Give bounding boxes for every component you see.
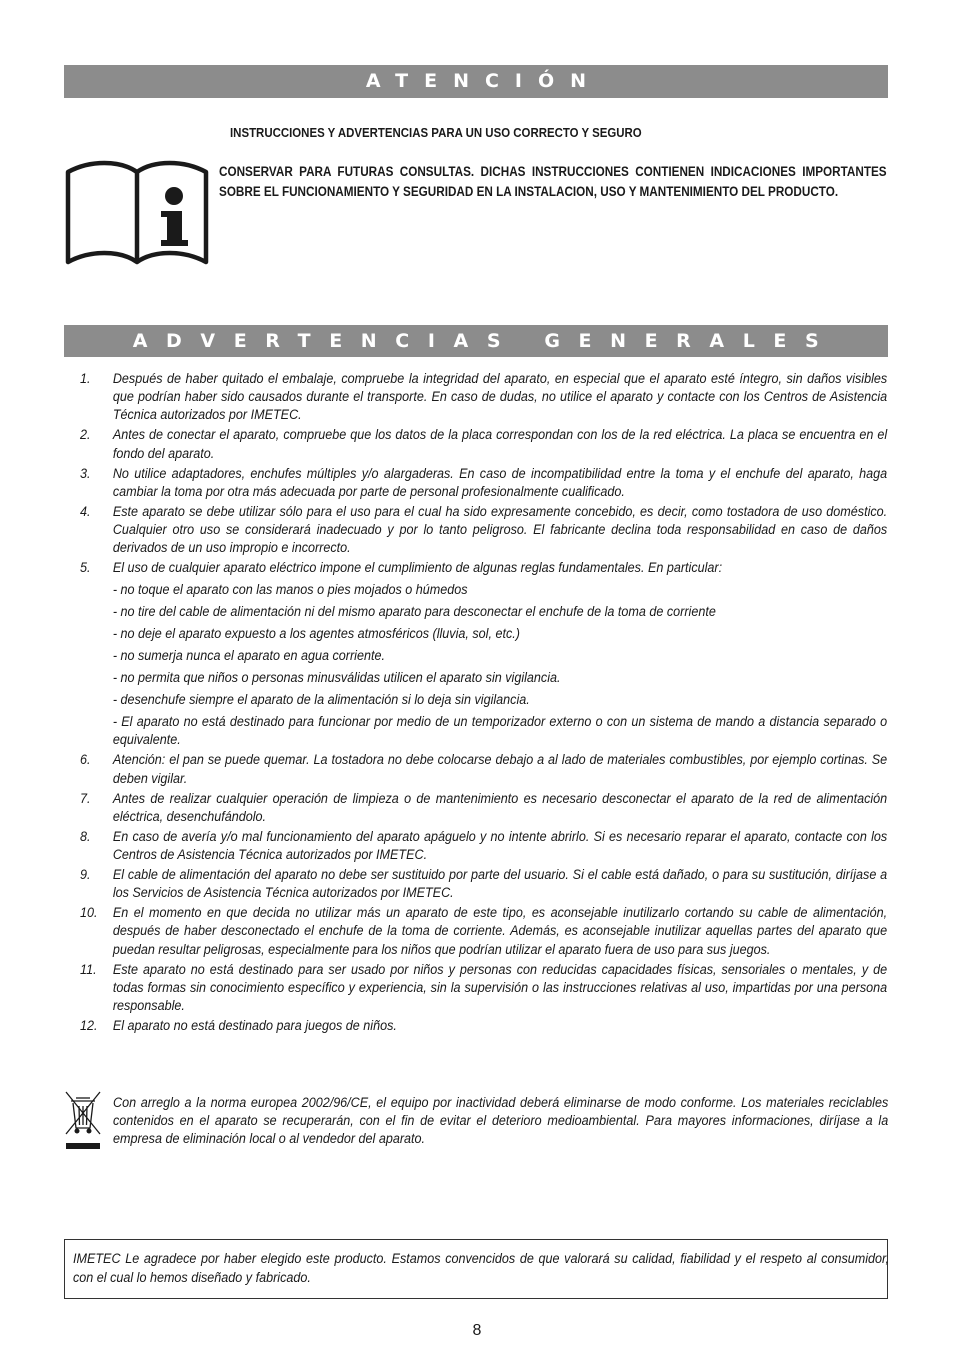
item-text: En el momento en que decida no utilizar más un aparato de este tipo, es aconsejable inutilizarlo cortando su cable de alimentación, después de haber desconectado el enchufe de la toma de corriente. Además, es aconsejable inutilizar aquellas partes del aparato que puedan resultar peligrosas, especialmente para los niños que podrían utilizar el aparato fuera de uso para sus juegos. xyxy=(112,905,888,958)
sub-item: - desenchufe siempre el aparato de la alimentación si lo deja sin vigilancia. xyxy=(112,692,530,709)
item-text: El aparato no está destinado para juegos de niños. xyxy=(112,1018,397,1035)
item-number: 5. xyxy=(80,560,91,577)
thanks-text: IMETEC Le agradece por haber elegido este producto. Estamos convencidos de que valorará su calidad, fiabilidad y el respeto al consumidor, con el cual lo hemos diseñado y fabricado. xyxy=(73,1251,890,1286)
page-number: 8 xyxy=(472,1322,482,1339)
sub-item: - no sumerja nunca el aparato en agua corriente. xyxy=(112,648,385,665)
conservar-notice: CONSERVAR PARA FUTURAS CONSULTAS. DICHAS INSTRUCCIONES CONTIENEN INDICACIONES IMPORTANTES SOBRE EL FUNCIONAMIENTO Y SEGURIDAD EN LA INSTALACION, USO Y MANTENIMIENTO DEL PRODUCTO. xyxy=(219,164,887,199)
item-text: Antes de realizar cualquier operación de limpieza o de mantenimiento es necesario desconectar el aparato de la red de alimentación eléctrica, desenchufándolo. xyxy=(112,790,888,825)
list-item xyxy=(80,866,887,902)
item-text: En caso de avería y/o mal funcionamiento del aparato apáguelo y no intente abrirlo. Si es necesario reparar el aparato, contacte con los Centros de Asistencia Técnica autorizados por IMETEC. xyxy=(112,828,888,864)
list-item xyxy=(80,559,887,749)
item-text: El cable de alimentación del aparato no debe ser sustituido por parte del usuario. Si el cable está dañado, o para su sustitución, diríjase a los Servicios de Asistencia Técnica autorizados por IMETEC. xyxy=(112,867,888,902)
item-number: 3. xyxy=(80,465,91,482)
instructions-subtitle: INSTRUCCIONES Y ADVERTENCIAS PARA UN USO CORRECTO Y SEGURO xyxy=(230,125,642,140)
list-item xyxy=(80,904,887,959)
warnings-list xyxy=(80,370,887,1037)
item-number: 2. xyxy=(80,427,91,444)
sub-item: - no tire del cable de alimentación ni del mismo aparato para desconectar el enchufe de la toma de corriente xyxy=(112,604,716,621)
item-number: 1. xyxy=(80,371,91,387)
list-item xyxy=(80,751,887,787)
sub-item: - no permita que niños o personas minusválidas utilicen el aparato sin vigilancia. xyxy=(112,670,561,687)
list-item xyxy=(80,465,887,501)
atencion-header: ATENCIÓN xyxy=(64,65,888,98)
item-number: 7. xyxy=(80,790,91,807)
list-item xyxy=(80,828,887,864)
crossed-bin-icon xyxy=(64,1090,102,1152)
item-text: Este aparato no está destinado para ser usado por niños y personas con reducidas capacidades físicas, sensoriales o mentales, y de todas formas sin conocimiento específico y experiencia, sin la supervisión o las instrucciones relativas al uso, impartidas por una persona responsable. xyxy=(112,961,888,1015)
item-text: Este aparato se debe utilizar sólo para el uso para el cual ha sido expresamente concebido, es decir, como tostadora de uso doméstico. Cualquier otro uso se considerará inadecuado y por lo tanto peligroso. El fabricante declina toda responsabilidad en caso de daños derivados de un uso impropio e incorrecto. xyxy=(112,503,888,557)
info-manual-icon xyxy=(65,160,210,270)
thanks-box xyxy=(64,1239,888,1299)
item-number: 10. xyxy=(80,905,98,922)
list-item xyxy=(80,426,887,462)
item-number: 4. xyxy=(80,503,91,520)
item-number: 6. xyxy=(80,752,91,769)
advertencias-header: ADVERTENCIAS GENERALES xyxy=(64,325,888,357)
weee-disposal-notice: Con arreglo a la norma europea 2002/96/CE, el equipo por inactividad deberá eliminarse de modo conforme. Los materiales reciclables contenidos en el aparato se recuperarán, con el fin de evitar el deterioro medioambiental. Para mayores informaciones, diríjase a la empresa de eliminación local o al vendedor del aparato. xyxy=(113,1095,889,1148)
list-item xyxy=(80,1017,887,1035)
list-item xyxy=(80,370,887,425)
sub-item: - El aparato no está destinado para funcionar por medio de un temporizador externo o con un sistema de mando a distancia separado o equivalente. xyxy=(112,714,888,749)
item-number: 12. xyxy=(80,1018,98,1035)
list-item xyxy=(80,961,887,1016)
list-item xyxy=(80,503,887,558)
list-item xyxy=(80,790,887,826)
item-number: 8. xyxy=(80,828,91,845)
item-text: Después de haber quitado el embalaje, compruebe la integridad del aparato, en especial que el aparato esté íntegro, sin daños visibles que podrían haber sido causados durante el transporte. En caso de dudas, no utilice el aparato y contacte con los Centros de Asistencia Técnica autorizados por IMETEC. xyxy=(112,371,888,424)
sub-item: - no deje el aparato expuesto a los agentes atmosféricos (lluvia, sol, etc.) xyxy=(112,626,520,643)
item-number: 11. xyxy=(80,961,97,978)
item-text: Antes de conectar el aparato, compruebe que los datos de la placa correspondan con los de la red eléctrica. La placa se encuentra en el fondo del aparato. xyxy=(112,427,888,462)
sub-item: - no toque el aparato con las manos o pies mojados o húmedos xyxy=(112,582,468,599)
item-text: No utilice adaptadores, enchufes múltiples y/o alargaderas. En caso de incompatibilidad entre la toma y el enchufe del aparato, haga cambiar la toma por otra más adecuada por parte de personal profesionalmente cualificado. xyxy=(112,465,888,500)
item-text: Atención: el pan se puede quemar. La tostadora no debe colocarse debajo a al lado de materiales combustibles, por ejemplo cortinas. Se deben vigilar. xyxy=(112,752,888,787)
item-number: 9. xyxy=(80,867,91,884)
item-text: El uso de cualquier aparato eléctrico impone el cumplimiento de algunas reglas fundamentales. En particular: xyxy=(112,560,723,577)
